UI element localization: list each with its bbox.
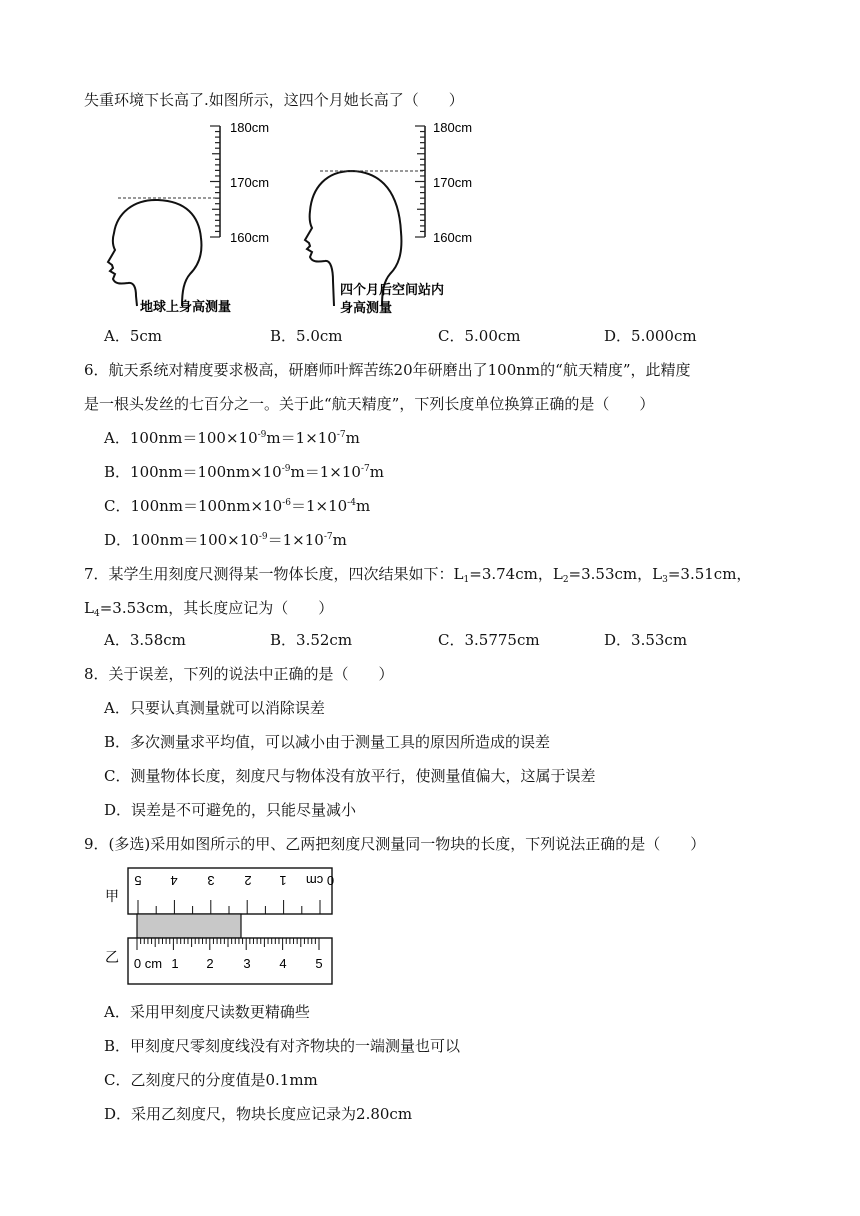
q6-option-a: A．$100nm=100\times 10^{-9}m=1\times 10^{-7}m$ — [104, 429, 360, 447]
jia-num-5: 5 — [134, 873, 142, 888]
q5-stem-tail: 失重环境下长高了.如图所示，这四个月她长高了（ ） — [84, 91, 464, 109]
label-yi: 乙 — [105, 950, 119, 966]
q9-stem: 9．(多选)采用如图所示的甲、乙两把刻度尺测量同一物块的长度，下列说法正确的是（ ） — [84, 835, 706, 853]
q7-option-b: B．3.52cm — [270, 631, 353, 649]
q8-option-a: A．只要认真测量就可以消除误差 — [104, 699, 325, 717]
yi-num-0: 0 cm — [133, 956, 163, 971]
yi-num-2: 2 — [206, 956, 214, 971]
height-measurement-figure — [100, 116, 500, 322]
right-ruler-ticks — [415, 126, 425, 237]
q7-stem-line1: 7．某学生用刻度尺测得某一物体长度，四次结果如下：$L_1=3.74cm$，$L_2=3.53cm$，$L_3=3.51cm$， — [84, 565, 752, 585]
right-caption-line2: 身高测量 — [340, 301, 393, 316]
jia-num-1: 1 — [279, 873, 287, 888]
q6-stem-line2: 是一根头发丝的七百分之一。关于此“航天精度”，下列长度单位换算正确的是（ ） — [84, 395, 655, 413]
left-caption: 地球上身高测量 — [140, 300, 232, 315]
q7-option-d: D．3.53cm — [604, 631, 688, 649]
q6-option-d: D．$100nm=100\times 10^{-9}=1\times 10^{-7}m$ — [104, 531, 347, 549]
jia-num-3: 3 — [207, 873, 215, 888]
yi-num-4: 4 — [279, 956, 287, 971]
left-tick-160: 160cm — [230, 230, 270, 245]
yi-num-3: 3 — [243, 956, 251, 971]
q8-option-d: D．误差是不可避免的，只能尽量减小 — [104, 801, 357, 819]
q8-option-b: B．多次测量求平均值，可以减小由于测量工具的原因所造成的误差 — [104, 733, 551, 751]
right-tick-170: 170cm — [433, 175, 473, 190]
q6-stem-line1: 6．航天系统对精度要求极高，研磨师叶辉苦练20年研磨出了100nm的“航天精度”，此精度 — [84, 361, 691, 379]
left-head-silhouette — [108, 200, 201, 306]
left-tick-170: 170cm — [230, 175, 270, 190]
two-rulers-figure — [100, 864, 340, 986]
q9-option-d: D．采用乙刻度尺，物块长度应记录为2.80cm — [104, 1105, 413, 1123]
q9-option-b: B．甲刻度尺零刻度线没有对齐物块的一端测量也可以 — [104, 1037, 461, 1055]
right-tick-180: 180cm — [433, 120, 473, 135]
q8-stem: 8．关于误差，下列的说法中正确的是（ ） — [84, 665, 394, 683]
q5-option-a: A．5cm — [104, 327, 163, 345]
q5-options — [104, 326, 804, 346]
right-tick-160: 160cm — [433, 230, 473, 245]
right-caption-line1: 四个月后空间站内 — [340, 283, 445, 298]
q9-option-a: A．采用甲刻度尺读数更精确些 — [104, 1003, 310, 1021]
label-jia: 甲 — [105, 889, 119, 905]
yi-num-1: 1 — [171, 956, 179, 971]
q5-option-d: D．5.000cm — [604, 327, 697, 345]
jia-num-0: 0 cm — [305, 873, 335, 888]
q8-option-c: C．测量物体长度，刻度尺与物体没有放平行，使测量值偏大，这属于误差 — [104, 767, 596, 785]
left-tick-180: 180cm — [230, 120, 270, 135]
q9-option-c: C．乙刻度尺的分度值是0.1mm — [104, 1071, 318, 1089]
q7-options — [104, 630, 804, 650]
q6-option-c: C．$100nm=100nm\times 10^{-6}=1\times 10^{-4}m$ — [104, 497, 371, 515]
left-ruler-ticks — [210, 126, 220, 237]
jia-num-2: 2 — [244, 873, 252, 888]
q7-option-a: A．3.58cm — [104, 631, 186, 649]
q7-option-c: C．3.5775cm — [438, 631, 540, 649]
measured-block — [137, 914, 241, 938]
jia-num-4: 4 — [170, 873, 178, 888]
q5-option-c: C．5.00cm — [438, 327, 521, 345]
q7-stem-line2: $L_4=3.53cm$，其长度应记为（ ） — [84, 599, 334, 619]
q6-option-b: B．$100nm=100nm\times 10^{-9}m=1\times 10^{-7}m$ — [104, 463, 384, 481]
q5-option-b: B．5.0cm — [270, 327, 343, 345]
yi-num-5: 5 — [315, 956, 323, 971]
